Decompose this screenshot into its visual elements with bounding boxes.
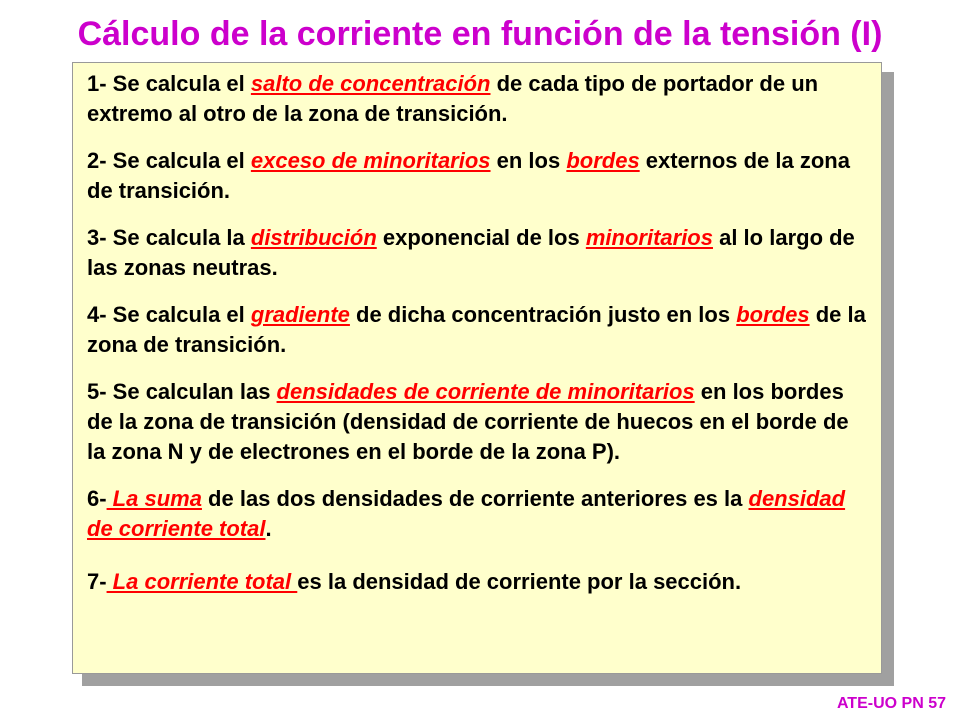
step-2 xyxy=(87,146,871,206)
step-3-text-c: exponencial de los xyxy=(376,225,586,250)
step-7-text-a: 7- xyxy=(87,569,107,594)
slide-footer: ATE-UO PN 57 xyxy=(836,695,946,712)
step-7-text-c: es la densidad de corriente por la sección. xyxy=(297,569,742,594)
step-6-text-a: 6- xyxy=(87,486,107,511)
step-2-text-c: en los xyxy=(490,148,567,173)
content-box xyxy=(72,62,882,674)
step-1-highlight: salto de concentración xyxy=(250,71,491,96)
step-6-text-e: . xyxy=(265,516,272,541)
step-4-highlight-1: gradiente xyxy=(250,302,350,327)
page-title: Cálculo de la corriente en función de la tensión (I) xyxy=(77,15,883,53)
step-6-highlight-2: densidad de corriente total xyxy=(87,486,846,541)
step-3-text-a: 3- Se calcula la xyxy=(87,225,251,250)
step-2-text-e: externos de la zona de transición. xyxy=(87,148,850,203)
step-3-highlight-1: distribución xyxy=(250,225,377,250)
step-2-highlight-1: exceso de minoritarios xyxy=(250,148,491,173)
step-1-text-c: de cada tipo de portador de un extremo al otro de la zona de transición. xyxy=(87,71,819,126)
step-5-text-a: 5- Se calculan las xyxy=(87,379,277,404)
step-4-text-c: de dicha concentración justo en los xyxy=(349,302,737,327)
step-7 xyxy=(87,567,871,597)
step-2-text-a: 2- Se calcula el xyxy=(87,148,251,173)
step-4 xyxy=(87,300,871,360)
step-4-highlight-2: bordes xyxy=(736,302,810,327)
step-1-text-a: 1- Se calcula el xyxy=(87,71,251,96)
step-3-text-e: al lo largo de las zonas neutras. xyxy=(87,225,855,280)
step-4-text-a: 4- Se calcula el xyxy=(87,302,251,327)
step-6-highlight-1: La suma xyxy=(106,486,202,511)
step-7-highlight: La corriente total xyxy=(106,569,298,594)
step-1 xyxy=(87,69,871,129)
step-3 xyxy=(87,223,871,283)
step-5-highlight: densidades de corriente de minoritarios xyxy=(276,379,695,404)
step-5-text-c: en los bordes de la zona de transición (densidad de corriente de huecos en el borde de la zona N y de electrones en el borde de la zona P). xyxy=(87,379,849,464)
step-6-text-c: de las dos densidades de corriente anteriores es la xyxy=(201,486,749,511)
step-6 xyxy=(87,484,871,544)
step-5 xyxy=(87,377,871,467)
step-4-text-e: de la zona de transición. xyxy=(87,302,866,357)
step-2-highlight-2: bordes xyxy=(566,148,640,173)
step-3-highlight-2: minoritarios xyxy=(585,225,713,250)
